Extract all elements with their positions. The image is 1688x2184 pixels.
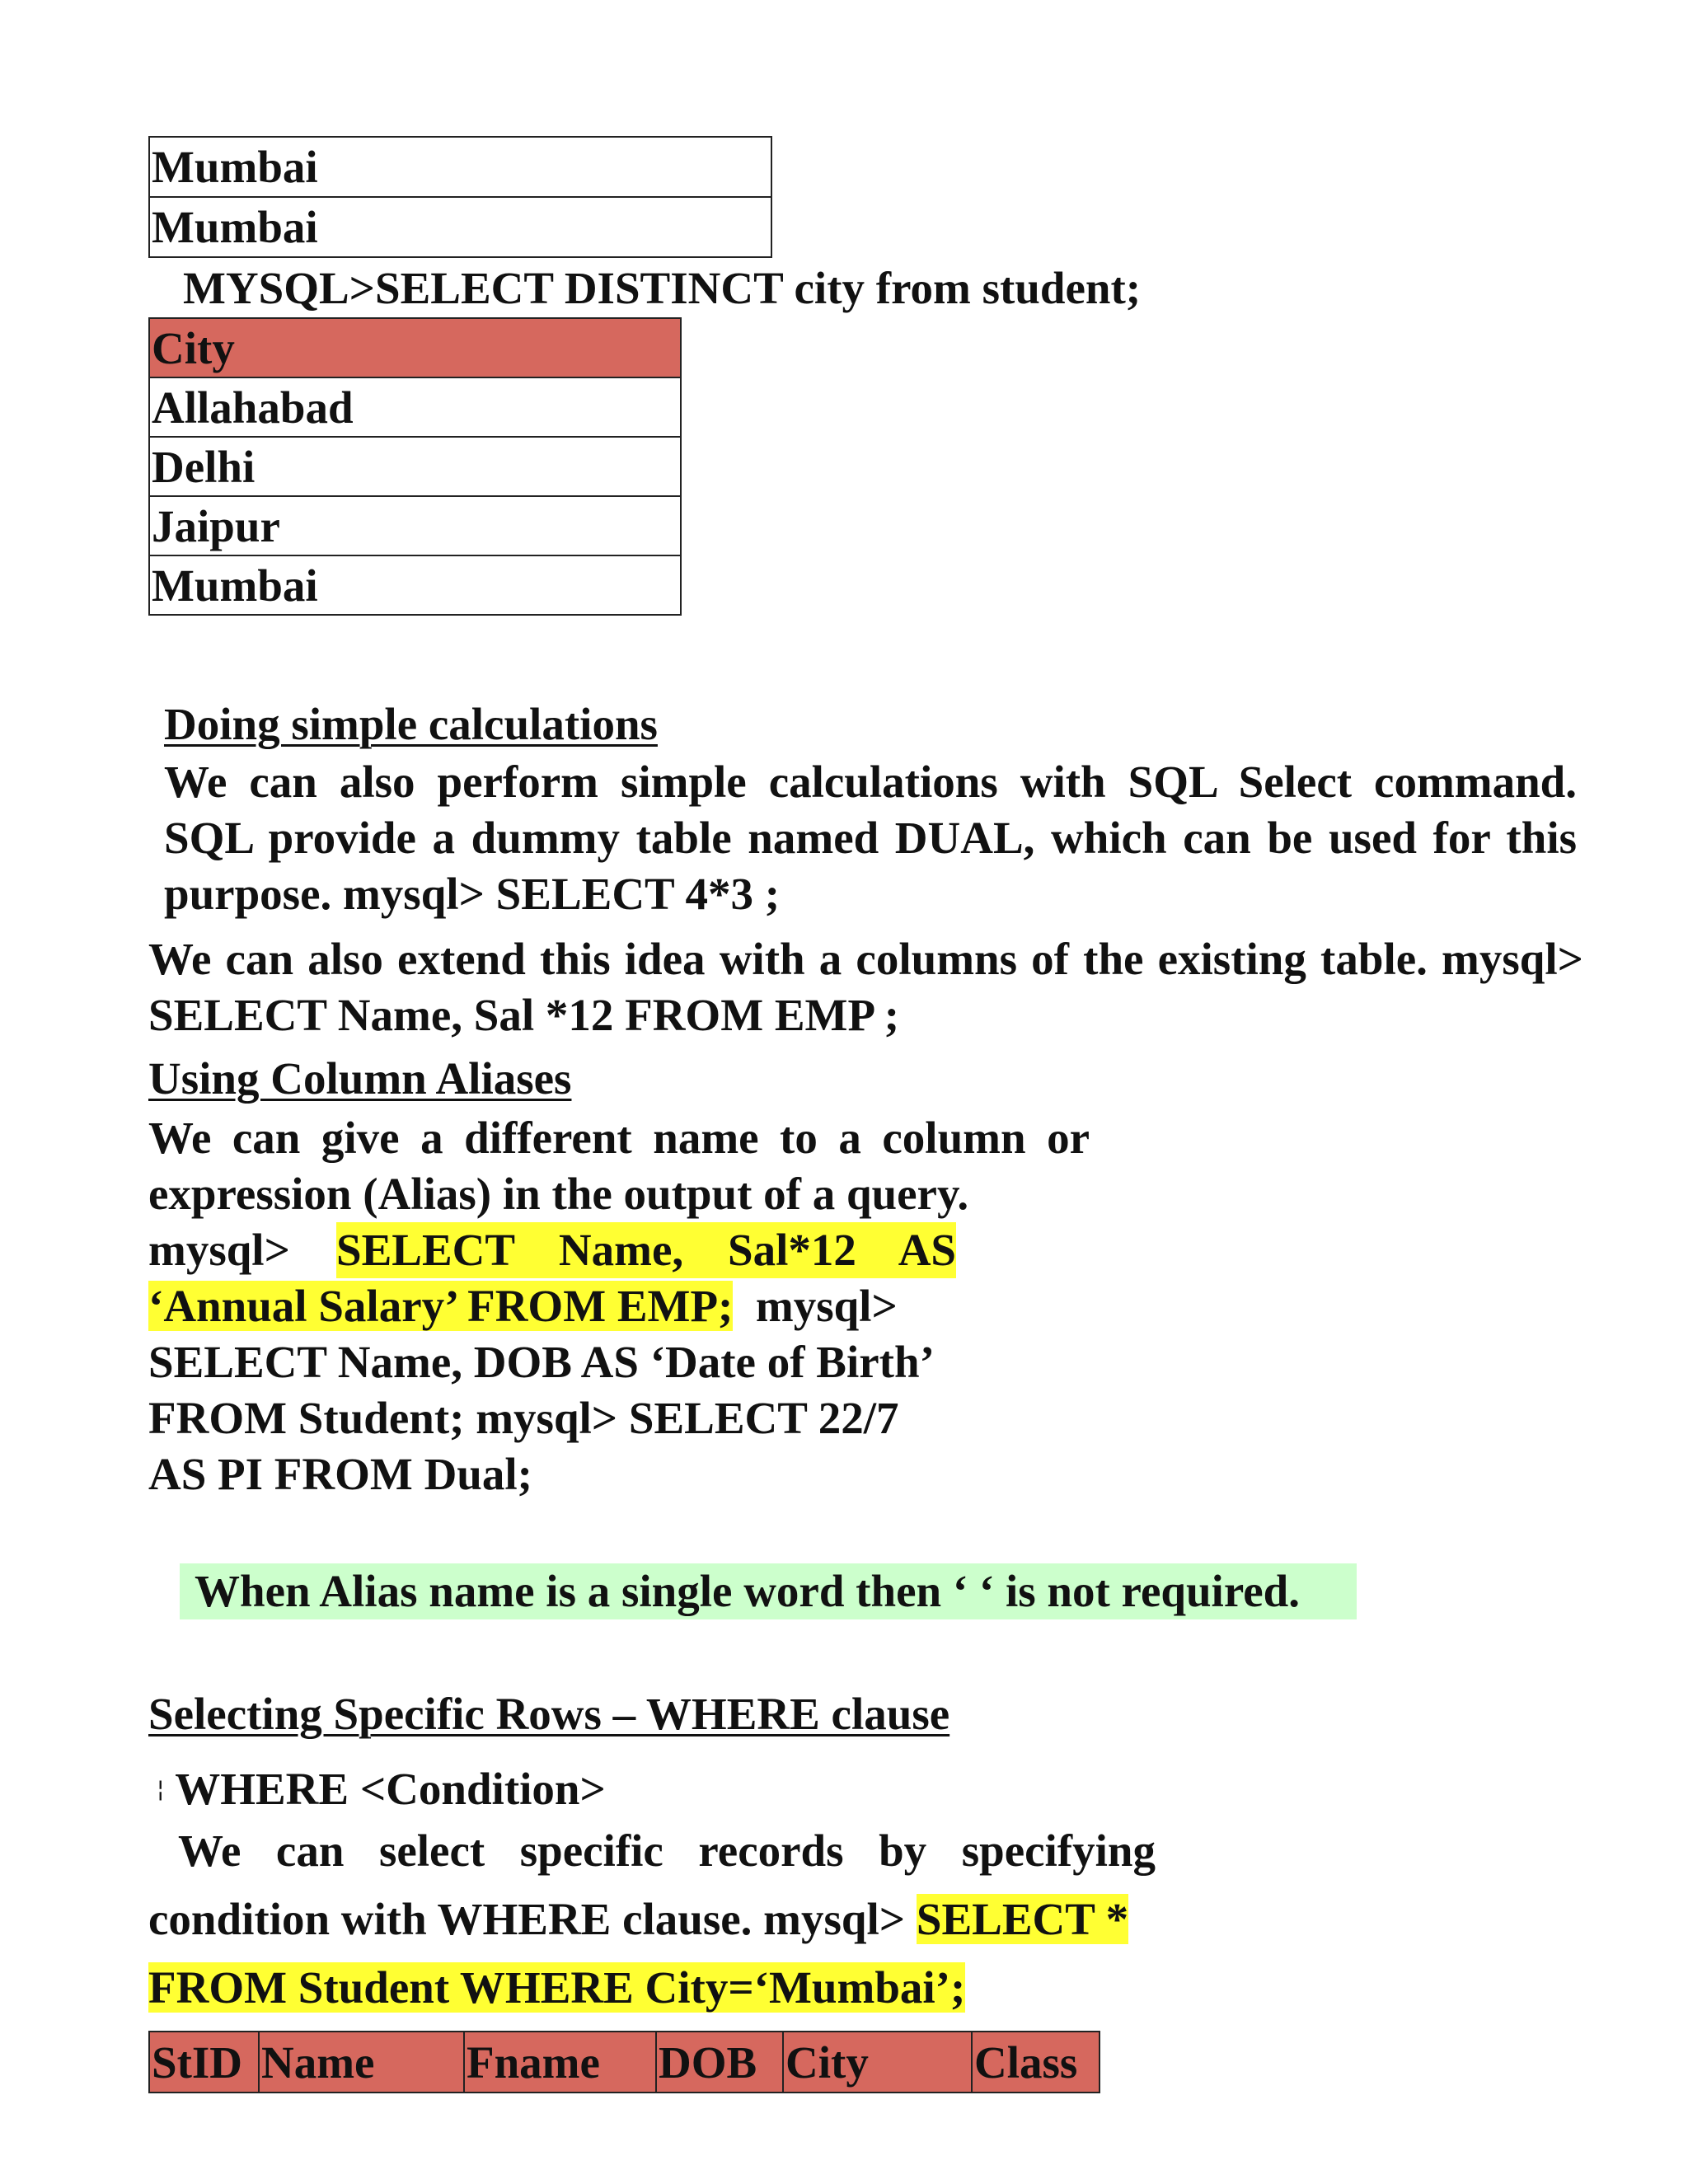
table-row — [149, 377, 681, 437]
alias-note: When Alias name is a single word then ‘ ‘ is not required. — [180, 1563, 1357, 1619]
column-header-stid: StID — [149, 2032, 259, 2093]
column-header-city: City — [783, 2032, 972, 2093]
column-header-name: Name — [259, 2032, 464, 2093]
highlighted-sql: SELECT Name, Sal*12 AS — [336, 1222, 956, 1278]
where-text: condition with WHERE clause. mysql> — [148, 1894, 906, 1944]
column-header-class: Class — [972, 2032, 1100, 2093]
alias-heading: Using Column Aliases — [148, 1053, 572, 1104]
distinct-city-table — [148, 317, 682, 616]
calc-para-line-1: We can also perform simple calculations with SQL Select command. — [164, 757, 1577, 807]
column-header-dob: DOB — [656, 2032, 783, 2093]
table-row — [149, 437, 681, 496]
table-cell: Delhi — [149, 437, 681, 496]
column-header-city: City — [149, 318, 681, 377]
alias-line-4 — [148, 1278, 898, 1334]
distinct-query: MYSQL>SELECT DISTINCT city from student; — [183, 263, 1142, 313]
where-heading: Selecting Specific Rows – WHERE clause — [148, 1689, 950, 1739]
table-header-row — [149, 318, 681, 377]
calc-para-line-3: purpose. mysql> SELECT 4*3 ; — [164, 869, 781, 919]
table-cell: Mumbai — [149, 555, 681, 615]
highlighted-sql: FROM Student WHERE City=‘Mumbai’; — [148, 1962, 966, 2013]
where-line-3 — [148, 1960, 965, 2016]
table-cell: Jaipur — [149, 496, 681, 555]
bullet-icon: ¦ — [157, 1775, 165, 1802]
where-result-table — [148, 2031, 1100, 2093]
where-line-1: We can select specific records by specifying — [178, 1825, 1156, 1876]
table-cell: Mumbai — [149, 197, 771, 257]
calc-heading: Doing simple calculations — [164, 699, 658, 749]
table-row — [149, 496, 681, 555]
table-row — [149, 137, 771, 197]
highlighted-sql: SELECT * — [916, 1894, 1129, 1944]
where-line-2 — [148, 1891, 1128, 1947]
table-header-row — [149, 2032, 1100, 2093]
table-row — [149, 555, 681, 615]
table-row — [149, 197, 771, 257]
column-header-fname: Fname — [464, 2032, 656, 2093]
alias-line-3 — [148, 1222, 956, 1278]
highlighted-sql: ‘Annual Salary’ FROM EMP; — [148, 1281, 734, 1331]
table-cell: Allahabad — [149, 377, 681, 437]
prev-result-table — [148, 136, 772, 258]
where-syntax: WHERE <Condition> — [175, 1764, 606, 1814]
table-cell: Mumbai — [149, 137, 771, 197]
mysql-prompt: mysql> — [148, 1225, 290, 1275]
extend-line-2: SELECT Name, Sal *12 FROM EMP ; — [148, 990, 900, 1040]
alias-line-7: AS PI FROM Dual; — [148, 1449, 532, 1499]
calc-para-line-2: SQL provide a dummy table named DUAL, which can be used for this — [164, 813, 1577, 863]
alias-line-2: expression (Alias) in the output of a query. — [148, 1169, 969, 1219]
alias-line-5: SELECT Name, DOB AS ‘Date of Birth’ — [148, 1337, 935, 1387]
mysql-prompt: mysql> — [755, 1281, 898, 1331]
alias-line-6: FROM Student; mysql> SELECT 22/7 — [148, 1393, 899, 1443]
where-syntax-row — [157, 1761, 606, 1817]
alias-line-1: We can give a different name to a column or — [148, 1113, 1090, 1163]
extend-line-1: We can also extend this idea with a columns of the existing table. mysql> — [148, 934, 1583, 984]
